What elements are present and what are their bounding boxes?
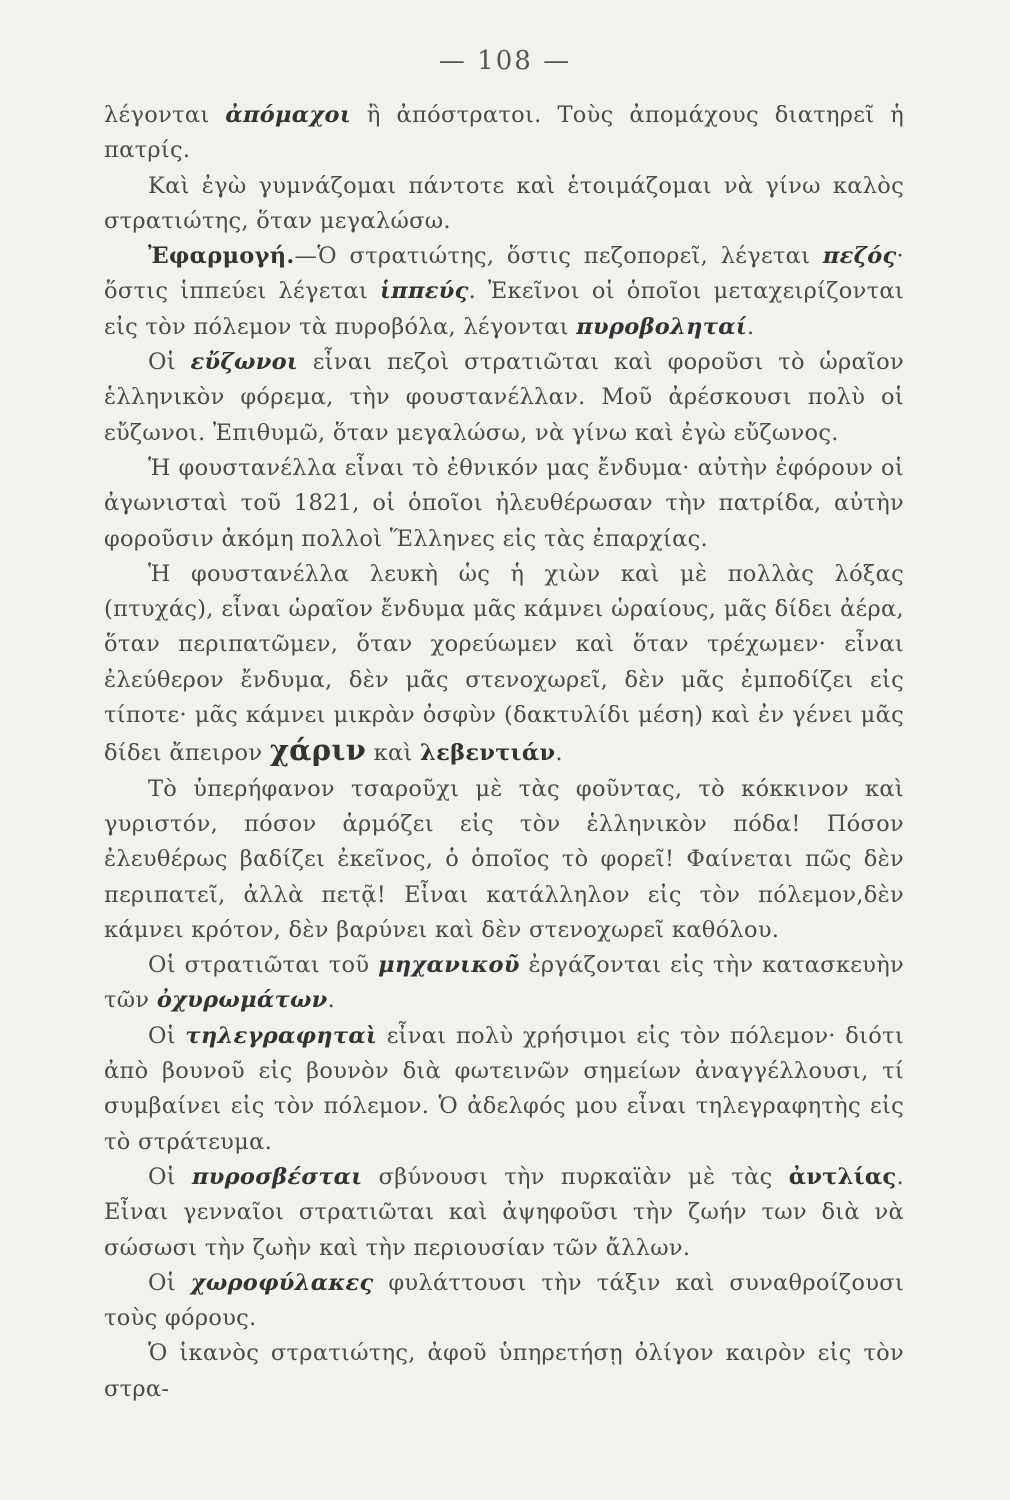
paragraph-4 — [104, 345, 904, 451]
paragraph-2 — [104, 169, 904, 240]
text-run: ἢ ἀπόστρατοι. Τοὺς ἀπομάχους διατηρεῖ ἡ πατρίς. — [104, 102, 905, 164]
emphasized-term: λεβεντιάν — [420, 740, 556, 767]
text-run: . Ἐκεῖνοι οἱ ὁποῖοι μεταχειρίζονται εἰς τὸν πόλεμον τὰ πυροβόλα, λέγονται — [104, 278, 904, 340]
paragraph-7 — [104, 772, 904, 948]
text-run: Ὁ ἱκανὸς στρατιώτης, ἀφοῦ ὑπηρετήσῃ ὀλίγον καιρὸν εἰς τὸν στρα- — [104, 1340, 904, 1402]
section-heading: Ἐφαρμογή. — [148, 243, 295, 270]
emphasized-term: πεζός — [822, 243, 897, 270]
paragraph-3 — [104, 239, 904, 345]
text-run: Οἱ — [148, 1163, 192, 1190]
paragraph-11 — [104, 1266, 904, 1337]
emphasized-term: ἀπόμαχοι — [225, 102, 352, 128]
text-run: λέγονται — [104, 102, 226, 128]
text-run: σβύνουσι τὴν πυρκαϊὰν μὲ τὰς — [362, 1163, 789, 1190]
text-run: · ὅστις ἱππεύει λέγεται — [104, 243, 904, 305]
text-run: εἶναι πολὺ χρήσιμοι εἰς τὸν πόλεμον· διότι ἀπὸ βουνοῦ εἰς βουνὸν διὰ φωτεινῶν σημείων ἀναγγέλλουσι, τί συμβαίνει εἰς τὸν πόλεμον. Ὁ ἀδελφός μου εἶναι τηλεγραφητὴς εἰς τὸ στράτευμα. — [104, 1022, 904, 1155]
text-run: . — [327, 987, 336, 1014]
paragraph-1 — [104, 98, 904, 169]
emphasized-term: χωροφύλακες — [190, 1269, 374, 1296]
text-run: Οἱ στρατιῶται τοῦ — [148, 952, 379, 979]
text-run: Τὸ ὑπερήφανον τσαροῦχι μὲ τὰς φοῦντας, τὸ κόκκινον καὶ γυριστόν, πόσον ἁρμόζει εἰς τὸν ἑλληνικὸν πόδα! Πόσον ἐλευθέρως βαδίζει ἐκεῖνος, ὁ ὁποῖος τὸ φορεῖ! Φαίνεται πῶς δὲν περιπατεῖ, ἀλλὰ πετᾷ! Εἶναι κατάλληλον εἰς τὸν πόλεμον,δὲν κάμνει κρότον, δὲν βαρύνει καὶ δὲν στενοχωρεῖ καθόλου. — [104, 775, 904, 943]
emphasized-term: χάριν — [269, 733, 367, 768]
emphasized-term: ὀχυρωμάτων — [156, 987, 328, 1014]
text-run: —Ὁ στρατιώτης, ὅστις πεζοπορεῖ, λέγεται — [294, 243, 823, 270]
paragraph-9 — [104, 1019, 904, 1160]
text-run: . — [747, 313, 755, 340]
emphasized-term: πυροσβέσται — [191, 1163, 363, 1190]
text-run: καὶ — [366, 740, 421, 767]
text-run: εἶναι πεζοὶ στρατιῶται καὶ φοροῦσι τὸ ὡραῖον ἑλληνικὸν φόρεμα, τὴν φουστανέλλαν. Μοῦ ἀρέσκουσι πολὺ οἱ εὔζωνοι. Ἐπιθυμῶ, ὅταν μεγαλώσω, νὰ γίνω καὶ ἐγὼ εὔζωνος. — [104, 349, 904, 446]
paragraph-12 — [104, 1336, 904, 1407]
paragraph-8 — [104, 948, 904, 1019]
paragraph-6 — [104, 557, 904, 772]
text-run: Ἡ φουστανέλλα λευκὴ ὡς ἡ χιὼν καὶ μὲ πολλὰς λόξας (πτυχάς), εἶναι ὡραῖον ἔνδυμα μᾶς κάμνει ὡραίους, μᾶς δίδει ἀέρα, ὅταν περιπατῶμεν, ὅταν χορεύωμεν καὶ ὅταν τρέχωμεν· εἶναι ἐλεύθερον ἔνδυμα, δὲν μᾶς στενοχωρεῖ, δὲν μᾶς ἐμποδίζει εἰς τίποτε· μᾶς κάμνει μικρὰν ὀσφὺν (δακτυλίδι μέση) καὶ ἐν γένει μᾶς δίδει ἄπειρον — [104, 560, 904, 767]
text-run: Οἱ — [148, 1269, 191, 1296]
paragraph-10 — [104, 1160, 904, 1266]
paragraph-5 — [104, 451, 904, 557]
text-run: Ἡ φουστανέλλα εἶναι τὸ ἐθνικόν μας ἔνδυμα· αὐτὴν ἐφόρουν οἱ ἀγωνισταὶ τοῦ 1821, οἱ ὁποῖοι ἠλευθέρωσαν τὴν πατρίδα, αὐτὴν φοροῦσιν ἀκόμη πολλοὶ Ἕλληνες εἰς τὰς ἐπαρχίας. — [104, 454, 904, 552]
text-run: ἐργάζονται εἰς τὴν κατασκευὴν τῶν — [104, 952, 904, 1014]
text-run: Οἱ — [148, 1022, 186, 1049]
text-run: . — [555, 740, 563, 767]
emphasized-term: τηλεγραφηταὶ — [185, 1022, 378, 1049]
emphasized-term: ἱππεύς — [379, 278, 469, 305]
page-number: — 108 — — [438, 46, 572, 76]
text-run: φυλάττουσι τὴν τάξιν καὶ συναθροίζουσι τοὺς φόρους. — [104, 1269, 904, 1332]
text-run: Οἱ — [148, 349, 191, 376]
emphasized-term: εὔζωνοι — [190, 349, 299, 376]
text-run: . Εἶναι γενναῖοι στρατιῶται καὶ ἀψηφοῦσι τὴν ζωήν των διὰ νὰ σώσωσι τὴν ζωὴν καὶ τὴν περιουσίαν τῶν ἄλλων. — [104, 1163, 904, 1261]
emphasized-term: πυροβοληταί — [576, 313, 748, 340]
emphasized-term: μηχανικοῦ — [378, 952, 520, 979]
text-run: Καὶ ἐγὼ γυμνάζομαι πάντοτε καὶ ἑτοιμάζομαι νὰ γίνω καλὸς στρατιώτης, ὅταν μεγαλώσω. — [104, 172, 904, 234]
emphasized-term: ἀντλίας — [788, 1163, 897, 1190]
body-text — [104, 98, 904, 1407]
